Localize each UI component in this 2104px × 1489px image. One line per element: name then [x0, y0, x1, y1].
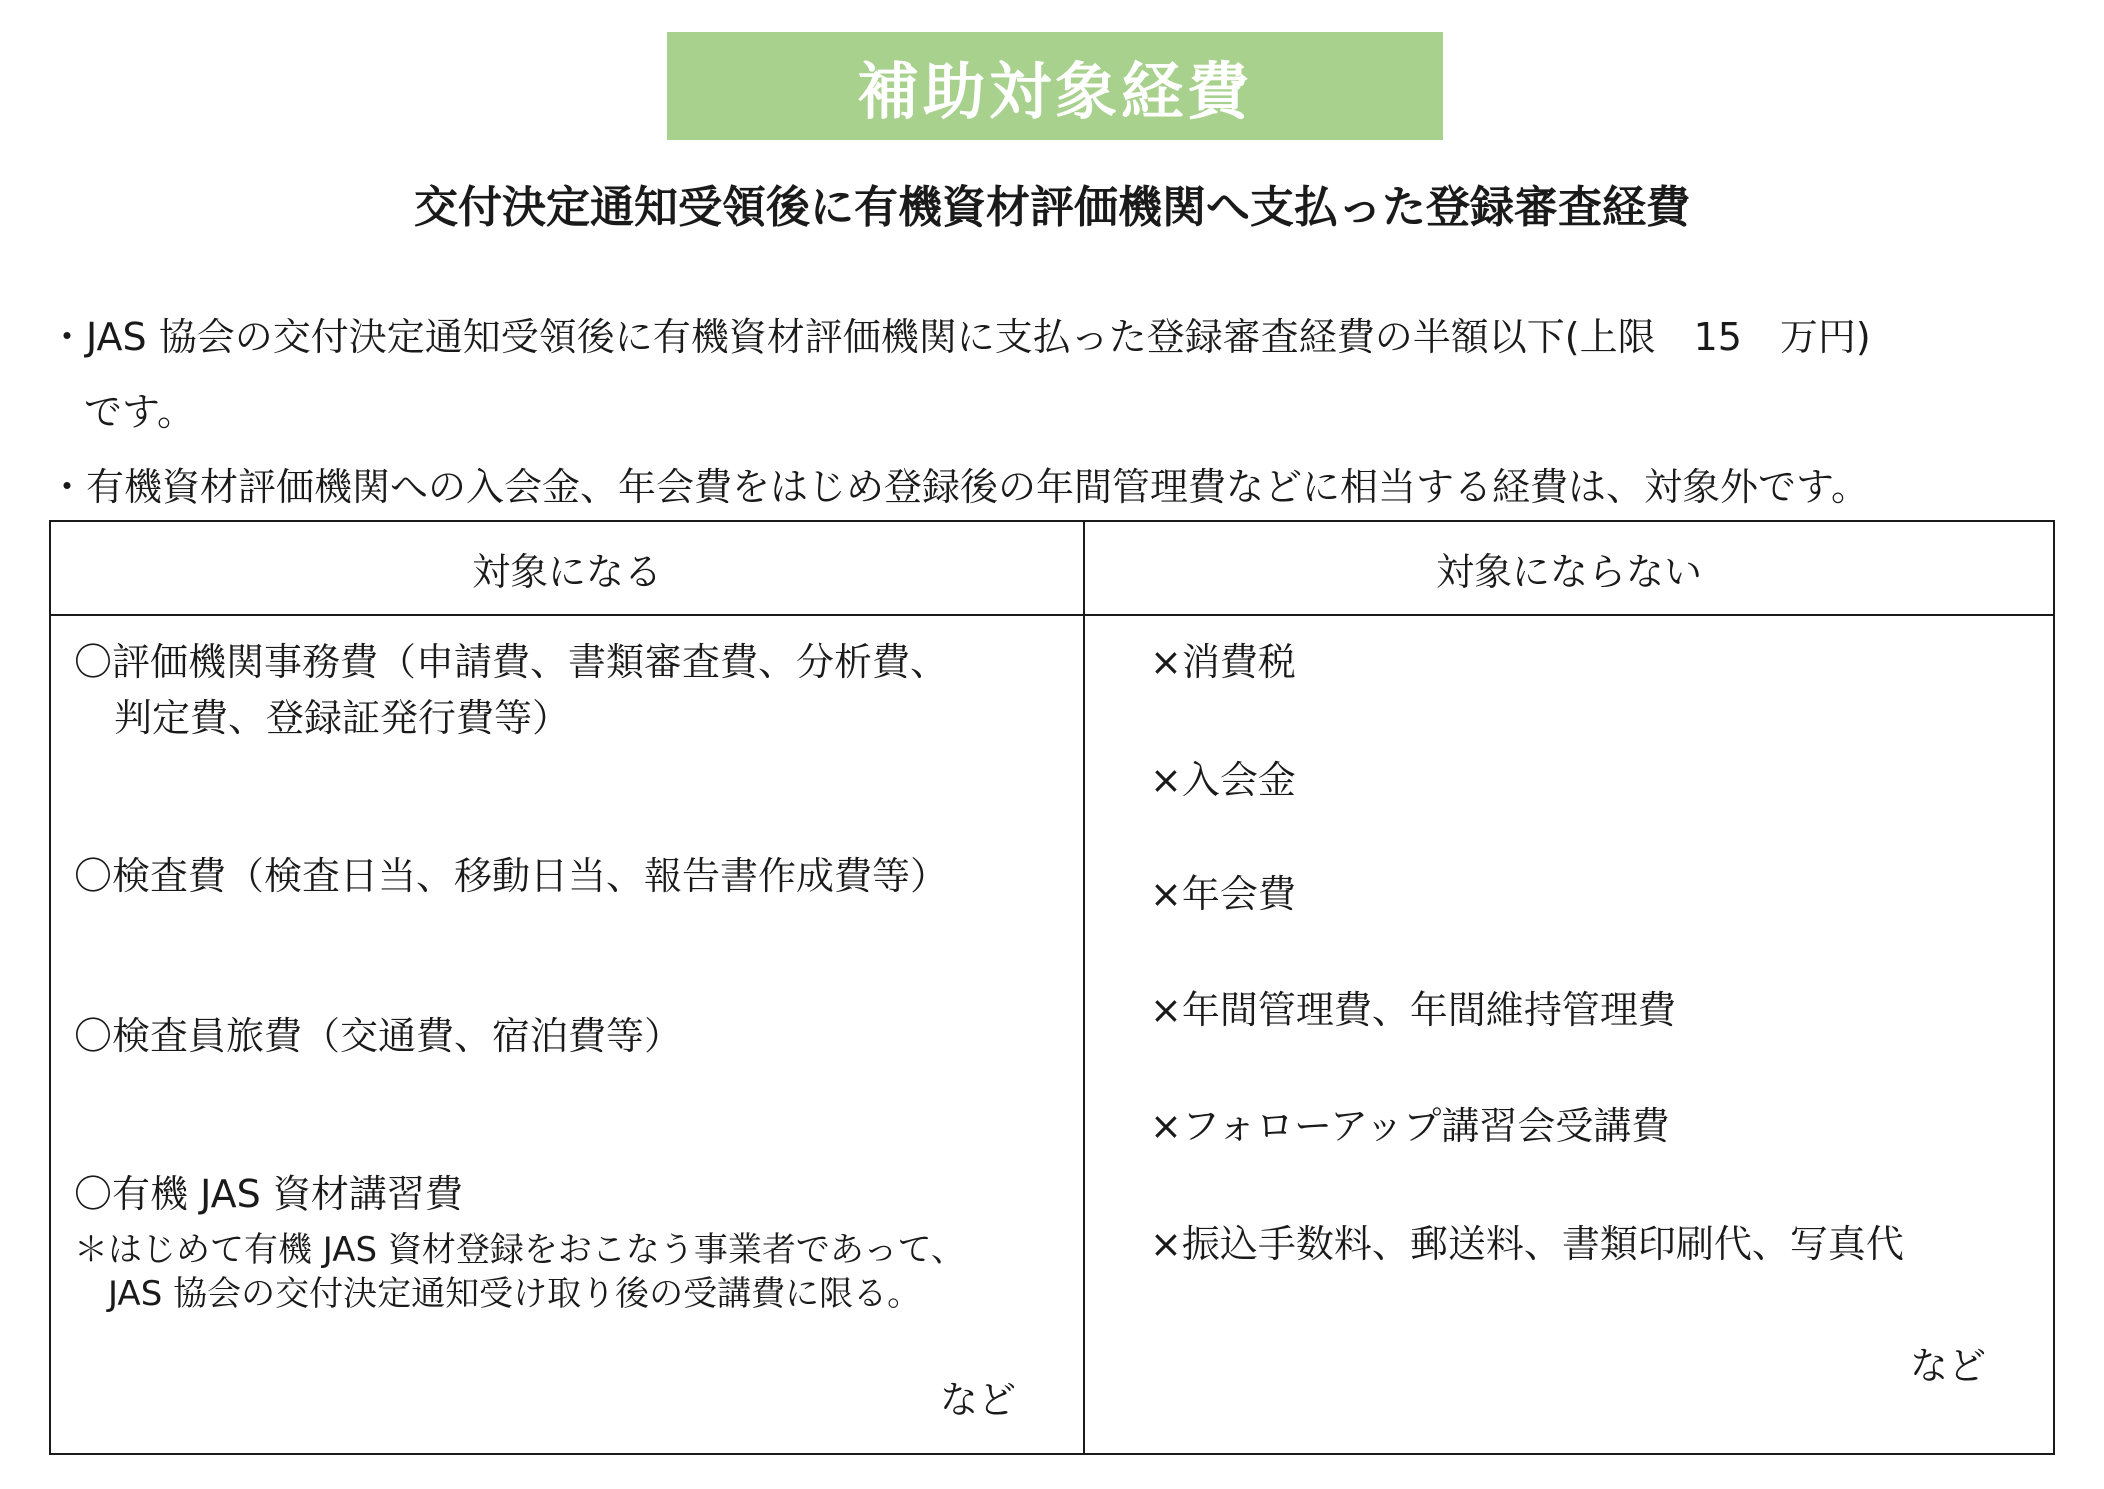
ineligible-item: ×入会金	[1150, 758, 1296, 802]
table-column-divider	[1083, 520, 1085, 1455]
eligible-item-inspection-fees: 〇検査費（検査日当、移動日当、報告書作成費等）	[74, 854, 949, 898]
eligible-item-office-fees-line1: 〇評価機関事務費（申請費、書類審査費、分析費、	[74, 640, 949, 684]
eligible-item-office-fees-line2: 判定費、登録証発行費等）	[114, 696, 571, 740]
title-banner	[667, 32, 1443, 140]
eligible-note-line1: ＊はじめて有機 JAS 資材登録をおこなう事業者であって、	[74, 1230, 965, 1270]
table-header-divider	[49, 614, 2055, 616]
bullet-second: ・有機資材評価機関への入会金、年会費をはじめ登録後の年間管理費などに相当する経費は、対象外です。	[48, 465, 1869, 509]
bullet-first-line2: です。	[84, 390, 195, 434]
eligible-item-training-fees: 〇有機 JAS 資材講習費	[74, 1172, 463, 1216]
page-title: 補助対象経費	[856, 54, 1253, 128]
eligible-etc: など	[940, 1378, 1017, 1422]
ineligible-item: ×振込手数料、郵送料、書類印刷代、写真代	[1150, 1222, 1904, 1266]
table-header-ineligible: 対象にならない	[1435, 549, 1702, 594]
table-header-eligible: 対象になる	[471, 549, 662, 594]
ineligible-item: ×フォローアップ講習会受講費	[1150, 1104, 1670, 1148]
ineligible-etc: など	[1910, 1344, 1987, 1388]
ineligible-item: ×消費税	[1150, 640, 1296, 684]
page-subtitle: 交付決定通知受領後に有機資材評価機関へ支払った登録審査経費	[414, 182, 1690, 233]
eligible-item-inspector-travel: 〇検査員旅費（交通費、宿泊費等）	[74, 1014, 683, 1058]
bullet-first-line1: ・JAS 協会の交付決定通知受領後に有機資材評価機関に支払った登録審査経費の半額以下(上限 15 万円)	[48, 315, 1871, 359]
eligible-note-line2: JAS 協会の交付決定通知受け取り後の受講費に限る。	[108, 1274, 922, 1314]
ineligible-item: ×年間管理費、年間維持管理費	[1150, 988, 1676, 1032]
ineligible-item: ×年会費	[1150, 872, 1296, 916]
